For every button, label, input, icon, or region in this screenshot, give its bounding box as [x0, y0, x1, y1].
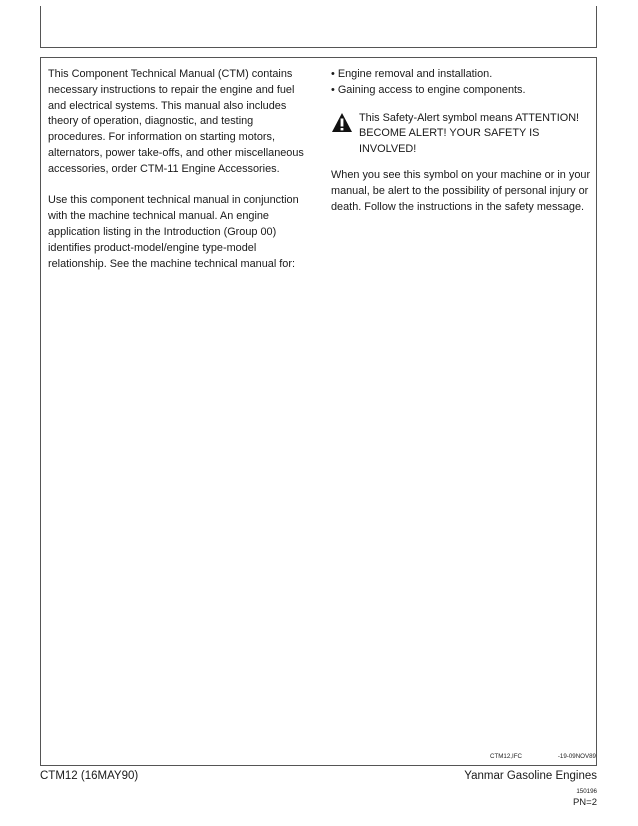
safety-paragraph: When you see this symbol on your machine or in your manual, be alert to the possibility of personal injury or death. Follow the instructions in the safety message.	[331, 168, 591, 213]
intro-paragraph-2: Use this component technical manual in conjunction with the machine technical manual. An engine application listing in the Introduction (Group 00) identifies product-model/engine type-model relationship. See the machine technical manual for:	[48, 194, 299, 270]
footer-manual-id: CTM12 (16MAY90)	[40, 770, 139, 782]
document-date: -19-09NOV89	[557, 753, 596, 760]
list-item: • Gaining access to engine components.	[331, 83, 526, 96]
list-item: • Engine removal and installation.	[331, 68, 493, 80]
left-column	[48, 67, 313, 272]
safety-alert	[331, 111, 593, 158]
document-id: CTM12,IFC	[490, 753, 522, 760]
page-number: PN=2	[572, 797, 597, 808]
top-frame	[40, 6, 597, 48]
document-code	[490, 753, 596, 760]
bullet-list	[331, 67, 593, 99]
safety-alert-text: This Safety-Alert symbol means ATTENTION! BECOME ALERT! YOUR SAFETY IS INVOLVED!	[359, 111, 580, 156]
safety-alert-triangle-icon	[331, 112, 353, 134]
footer-title: Yanmar Gasoline Engines	[464, 770, 597, 782]
footer-number: 150196	[576, 788, 597, 795]
intro-paragraph-1: This Component Technical Manual (CTM) contains necessary instructions to repair the engine and fuel and electrical systems. This manual also includes theory of operation, diagnostic, and testing procedures. For information on starting motors, alternators, power take-offs, and other miscellaneous accessories, order CTM-11 Engine Accessories.	[48, 68, 304, 175]
right-column	[331, 67, 593, 215]
